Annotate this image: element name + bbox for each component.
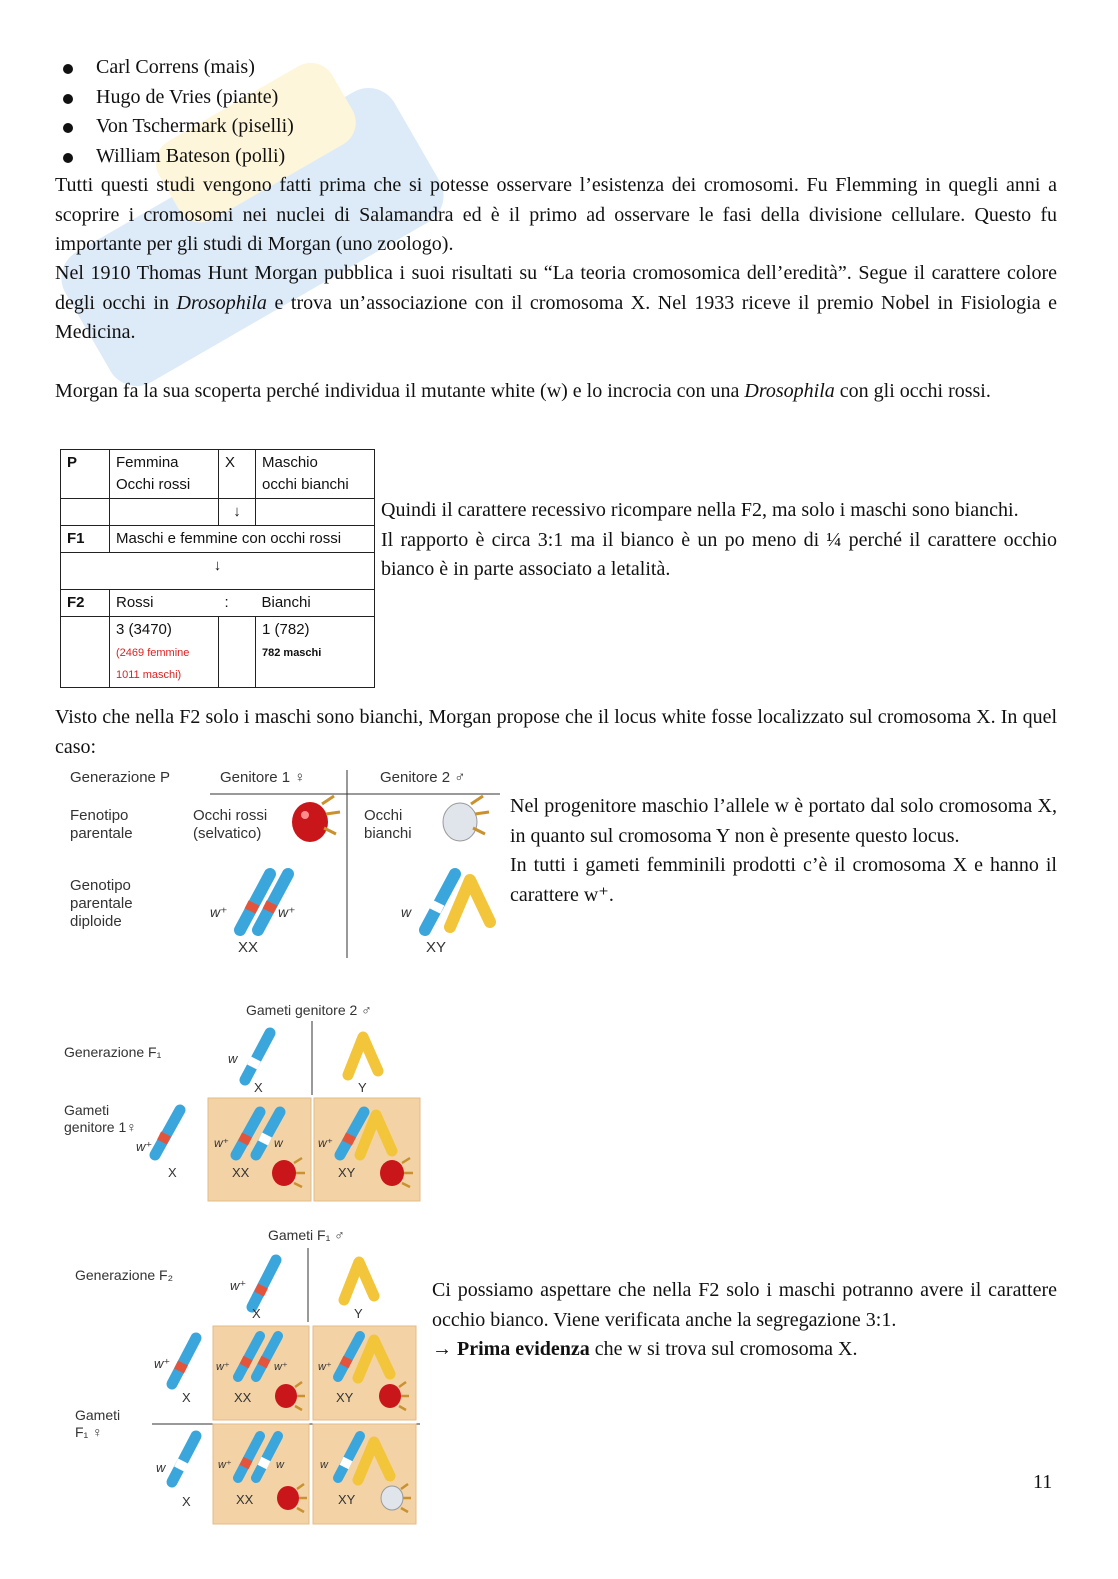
chromosome-y-icon bbox=[450, 880, 490, 927]
table-cell: X bbox=[219, 450, 256, 499]
table-cell bbox=[219, 617, 256, 688]
svg-text:XX: XX bbox=[232, 1165, 250, 1180]
table-cell: Rossi bbox=[110, 590, 219, 617]
svg-text:Generazione F₁: Generazione F₁ bbox=[64, 1044, 162, 1060]
svg-text:Fenotipo: Fenotipo bbox=[70, 807, 129, 824]
svg-text:XX: XX bbox=[238, 939, 259, 956]
svg-text:Occhi: Occhi bbox=[364, 807, 403, 824]
table-cell: Maschi e femmine con occhi rossi bbox=[110, 526, 375, 553]
table-cell bbox=[256, 499, 375, 526]
page-number: 11 bbox=[1033, 1471, 1053, 1493]
white-eye-icon bbox=[443, 796, 489, 841]
svg-text:Generazione P: Generazione P bbox=[70, 769, 171, 786]
svg-text:w⁺: w⁺ bbox=[318, 1361, 332, 1373]
svg-text:XY: XY bbox=[338, 1165, 356, 1180]
svg-text:w⁺: w⁺ bbox=[318, 1136, 333, 1150]
svg-text:bianchi: bianchi bbox=[364, 825, 412, 842]
svg-text:w⁺: w⁺ bbox=[136, 1139, 153, 1154]
table-cell: F2 bbox=[61, 590, 110, 617]
chromosome-x-icon bbox=[252, 1260, 276, 1307]
svg-text:Genitore 1 ♀: Genitore 1 ♀ bbox=[220, 769, 306, 786]
svg-text:XX: XX bbox=[236, 1492, 254, 1507]
svg-text:genitore 1♀: genitore 1♀ bbox=[64, 1119, 137, 1135]
svg-text:w: w bbox=[401, 904, 412, 920]
table-cell bbox=[61, 499, 110, 526]
table-cell: Bianchi bbox=[256, 590, 375, 617]
list-item: Hugo de Vries (piante) bbox=[58, 83, 294, 113]
f1-punnett-figure bbox=[60, 995, 430, 1210]
paragraph-flemming: Tutti questi studi vengono fatti prima che si potesse osservare l’esistenza dei cromosomi. Fu Flemming in quegli anni a scoprire i cromosomi nei nuclei di Salamandra ed è il primo ad osservare le fasi della divisione cellulare. Questo fu importante per gli studi di Morgan (uno zoologo). bbox=[55, 174, 1057, 255]
table-cell: : bbox=[219, 590, 256, 617]
svg-text:w⁺: w⁺ bbox=[218, 1459, 232, 1471]
paragraph-morgan: Nel 1910 Thomas Hunt Morgan pubblica i suoi risultati su “La teoria cromosomica dell’eredità”. Segue il carattere colore degli occhi in Drosophila e trova un’associazione con il cromosoma X. Nel 1933 riceve il premio Nobel in Fisiologia e Medicina. bbox=[55, 262, 1057, 343]
svg-text:XY: XY bbox=[336, 1390, 354, 1405]
svg-text:Y: Y bbox=[354, 1306, 363, 1321]
svg-text:w⁺: w⁺ bbox=[210, 904, 228, 920]
svg-text:Occhi rossi: Occhi rossi bbox=[193, 807, 268, 824]
list-item: Von Tschermark (piselli) bbox=[58, 112, 294, 142]
svg-text:w⁺: w⁺ bbox=[274, 1361, 288, 1373]
svg-text:XX: XX bbox=[234, 1390, 252, 1405]
svg-text:Y: Y bbox=[358, 1080, 367, 1095]
svg-text:w: w bbox=[320, 1459, 328, 1471]
svg-text:w: w bbox=[228, 1051, 238, 1066]
table-cell: 3 (3470) (2469 femmine 1011 maschi) bbox=[110, 617, 219, 688]
svg-text:Gameti: Gameti bbox=[64, 1102, 110, 1118]
svg-text:(selvatico): (selvatico) bbox=[193, 825, 262, 842]
cross-table bbox=[60, 449, 375, 688]
paragraph-discovery: Morgan fa la sua scoperta perché individua il mutante white (w) e lo incrocia con una Drosophila con gli occhi rossi. bbox=[55, 380, 991, 402]
svg-text:Gameti genitore 2 ♂: Gameti genitore 2 ♂ bbox=[246, 1002, 372, 1018]
svg-text:X: X bbox=[252, 1306, 261, 1321]
chromosome-x-icon bbox=[172, 1338, 196, 1384]
svg-text:Genitore 2 ♂: Genitore 2 ♂ bbox=[380, 769, 466, 786]
svg-text:w: w bbox=[156, 1460, 166, 1475]
chromosome-x-icon bbox=[155, 1110, 180, 1155]
chromosome-y-icon bbox=[348, 1037, 378, 1075]
svg-text:w⁺: w⁺ bbox=[216, 1361, 230, 1373]
svg-text:Generazione F₂: Generazione F₂ bbox=[75, 1267, 174, 1283]
svg-text:XY: XY bbox=[426, 939, 447, 956]
table-cell: ↓ bbox=[61, 553, 375, 590]
svg-text:w⁺: w⁺ bbox=[154, 1356, 171, 1371]
chromosome-x-icon bbox=[245, 1033, 270, 1080]
svg-text:X: X bbox=[168, 1165, 177, 1180]
svg-text:Gameti: Gameti bbox=[75, 1407, 121, 1423]
chromosome-y-icon bbox=[344, 1262, 374, 1300]
table-cell: P bbox=[61, 450, 110, 499]
svg-text:XY: XY bbox=[338, 1492, 356, 1507]
svg-text:w⁺: w⁺ bbox=[230, 1278, 247, 1293]
table-cell: 1 (782) 782 maschi bbox=[256, 617, 375, 688]
svg-text:X: X bbox=[254, 1080, 263, 1095]
bullet-list bbox=[58, 53, 294, 171]
svg-text:Genotipo: Genotipo bbox=[70, 877, 131, 894]
table-cell: Femmina Occhi rossi bbox=[110, 450, 219, 499]
svg-text:F₁ ♀: F₁ ♀ bbox=[75, 1424, 103, 1440]
svg-text:w⁺: w⁺ bbox=[278, 904, 296, 920]
svg-text:w: w bbox=[276, 1459, 284, 1471]
svg-text:parentale: parentale bbox=[70, 825, 133, 842]
svg-text:Gameti F₁ ♂: Gameti F₁ ♂ bbox=[268, 1227, 345, 1243]
table-cell bbox=[110, 499, 219, 526]
svg-text:parentale: parentale bbox=[70, 895, 133, 912]
parental-figure bbox=[60, 762, 505, 962]
svg-text:X: X bbox=[182, 1390, 191, 1405]
list-item: Carl Correns (mais) bbox=[58, 53, 294, 83]
side-text-1: Quindi il carattere recessivo ricompare nella F2, ma solo i maschi sono bianchi. Il rapporto è circa 3:1 ma il bianco è un po meno di ¼ perché il carattere occhio bianco è in parte associato a letalità. bbox=[381, 499, 1057, 580]
svg-text:X: X bbox=[182, 1494, 191, 1509]
table-cell bbox=[61, 617, 110, 688]
side-text-2: Nel progenitore maschio l’allele w è portato dal solo cromosoma X, in quanto sul cromosoma Y non è presente questo locus. In tutti i gameti femminili prodotti c’è il cromosoma X e hanno il carattere w⁺. bbox=[510, 795, 1057, 906]
red-eye-icon bbox=[292, 796, 340, 842]
table-cell: ↓ bbox=[219, 499, 256, 526]
svg-text:w⁺: w⁺ bbox=[214, 1136, 229, 1150]
chromosome-x-icon bbox=[172, 1436, 196, 1482]
list-item: William Bateson (polli) bbox=[58, 142, 294, 172]
side-text-3: Ci possiamo aspettare che nella F2 solo i maschi potranno avere il carattere occhio bianco. Viene verificata anche la segregazione 3:1. → Prima evidenza che w si trova sul cromosoma X. bbox=[432, 1279, 1057, 1360]
svg-text:diploide: diploide bbox=[70, 913, 122, 930]
f2-punnett-figure bbox=[60, 1222, 430, 1532]
table-cell: Maschio occhi bianchi bbox=[256, 450, 375, 499]
svg-text:w: w bbox=[274, 1136, 283, 1150]
paragraph-locus: Visto che nella F2 solo i maschi sono bianchi, Morgan propose che il locus white fosse localizzato sul cromosoma X. In quel caso: bbox=[55, 706, 1057, 758]
table-cell: F1 bbox=[61, 526, 110, 553]
